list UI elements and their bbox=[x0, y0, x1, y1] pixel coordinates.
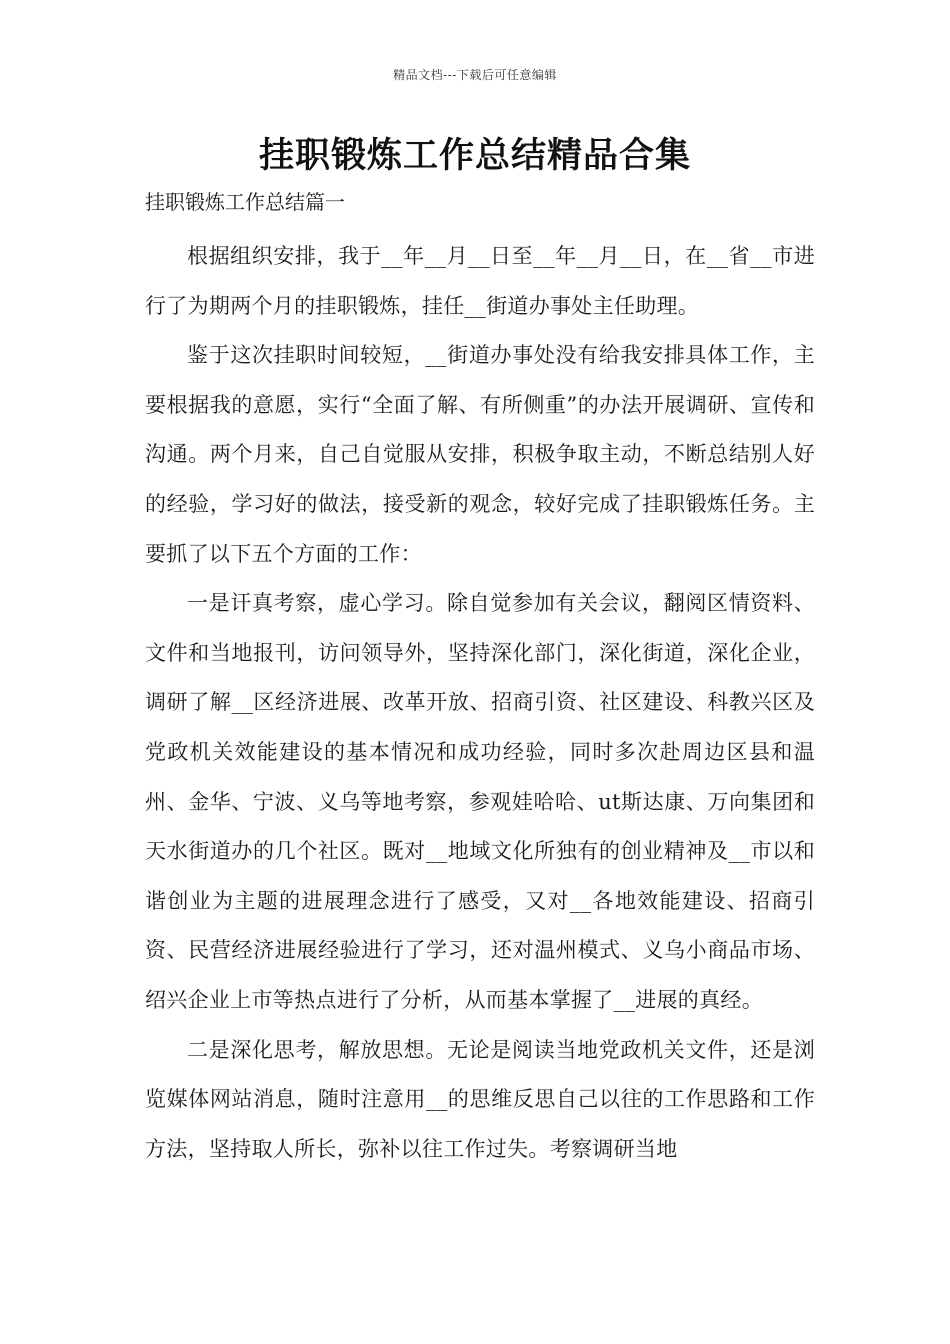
header-note: 精品文档---下载后可任意编辑 bbox=[393, 68, 557, 82]
document-body bbox=[145, 232, 815, 1174]
paragraph: 一是讦真考察，虚心学习。除自觉参加有关会议，翻阅区情资料、文件和当地报刊，访问领导外，坚持深化部门，深化街道，深化企业，调研了解__区经济进展、改革开放、招商引资、社区建设、科教兴区及党政机关效能建设的基本情况和成功经验，同时多次赴周边区县和温州、金华、宁波、义乌等地考察，参观娃哈哈、ut斯达康、万向集团和天水街道办的几个社区。既对__地域文化所独有的创业精神及__市以和谐创业为主题的进展理念进行了感受，又对__各地效能建设、招商引资、民营经济进展经验进行了学习，还对温州模式、义乌小商品市场、绍兴企业上市等热点进行了分析，从而基本掌握了__进展的真经。 bbox=[145, 591, 815, 1012]
paragraph: 二是深化思考，解放思想。无论是阅读当地党政机关文件，还是浏览媒体网站消息，随时注意用__的思维反思自己以往的工作思路和工作方法，坚持取人所长，弥补以往工作过失。考察调研当地 bbox=[145, 1037, 815, 1161]
section-heading: 挂职锻炼工作总结篇一 bbox=[145, 190, 345, 214]
paragraph: 鉴于这次挂职时间较短，__街道办事处没有给我安排具体工作，主要根据我的意愿，实行“全面了解、有所侧重”的办法开展调研、宣传和沟通。两个月来，自己自觉服从安排，积极争取主动，不断总结别人好的经验，学习好的做法，接受新的观念，较好完成了挂职锻炼任务。主要抓了以下五个方面的工作： bbox=[145, 343, 815, 566]
paragraph: 根据组织安排，我于__年__月__日至__年__月__日，在__省__市进行了为期两个月的挂职锻炼，挂任__街道办事处主任助理。 bbox=[145, 244, 815, 318]
document-title: 挂职锻炼工作总结精品合集 bbox=[258, 135, 691, 176]
